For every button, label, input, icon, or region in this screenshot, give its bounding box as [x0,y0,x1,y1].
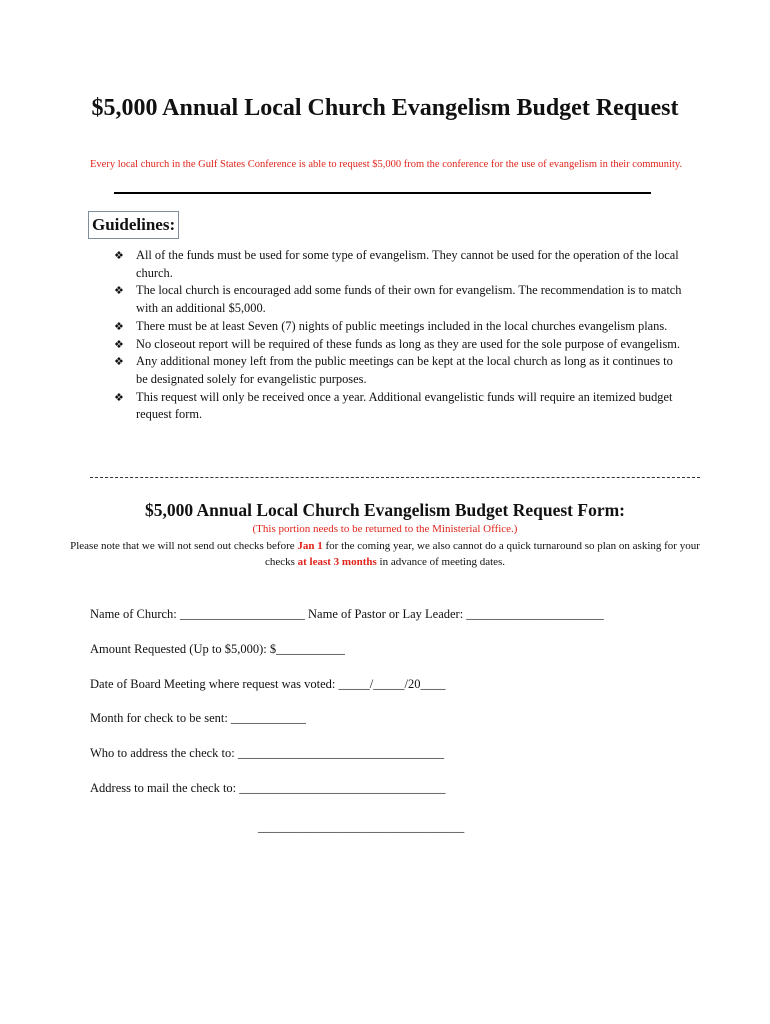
diamond-bullet-icon: ❖ [114,337,124,351]
mailing-address-line2-field[interactable]: _________________________________ [258,820,465,834]
list-item [114,389,684,424]
note-text: for the coming year, we also cannot do a quick turnaround so plan on asking for your checks [264,540,700,568]
note-highlight-date: Jan 1 [297,540,323,552]
diamond-bullet-icon: ❖ [114,390,124,404]
list-item-text: Any additional money left from the public meetings can be kept at the local church as long as it continues to be designated solely for evangelistic purposes. [136,354,673,386]
note-text: in advance of meeting dates. [376,555,506,568]
list-item [114,336,684,354]
list-item-text: This request will only be received once a year. Additional evangelistic funds will require an itemized budget request form. [136,389,673,422]
list-item [114,353,684,388]
amount-requested-field[interactable]: Amount Requested (Up to $5,000): $___________ [90,642,345,656]
page-title: $5,000 Annual Local Church Evangelism Budget Request [91,95,679,121]
list-item [114,318,684,336]
list-item-text: There must be at least Seven (7) nights of public meetings included in the local churches evangelism plans. [136,318,668,333]
check-payee-field[interactable]: Who to address the check to: _________________________________ [90,746,445,760]
intro-text: Every local church in the Gulf States Conference is able to request $5,000 from the conference for the use of evangelism in their community. [90,159,683,170]
diamond-bullet-icon: ❖ [114,249,124,262]
note-text: Please note that we will not send out checks before [70,540,298,552]
list-item-text: All of the funds must be used for some type of evangelism. They cannot be used for the operation of the local church. [136,248,679,280]
form-subtitle: (This portion needs to be returned to the Ministerial Office.) [252,523,518,535]
list-item [114,247,684,282]
form-title: $5,000 Annual Local Church Evangelism Budget Request Form: [145,500,625,520]
check-month-field[interactable]: Month for check to be sent: ____________ [90,711,306,725]
horizontal-rule [114,192,651,194]
cut-line [90,477,700,478]
diamond-bullet-icon: ❖ [114,355,124,369]
form-note [70,539,700,570]
board-meeting-date-field[interactable]: Date of Board Meeting where request was voted: _____/_____/20____ [90,677,446,691]
list-item-text: The local church is encouraged add some funds of their own for evangelism. The recommendation is to match with an additional $5,000. [136,283,682,316]
list-item [114,282,684,317]
note-highlight-lead-time: at least 3 months [297,555,377,568]
guidelines-heading: Guidelines: [88,211,179,239]
guidelines-list [114,247,684,424]
list-item-text: No closeout report will be required of these funds as long as they are used for the sole purpose of evangelism. [136,336,681,351]
diamond-bullet-icon: ❖ [114,319,124,333]
mailing-address-field[interactable]: Address to mail the check to: _________________________________ [90,781,446,795]
diamond-bullet-icon: ❖ [114,284,124,298]
church-pastor-field[interactable]: Name of Church: ____________________ Name of Pastor or Lay Leader: ______________________ [90,607,604,621]
